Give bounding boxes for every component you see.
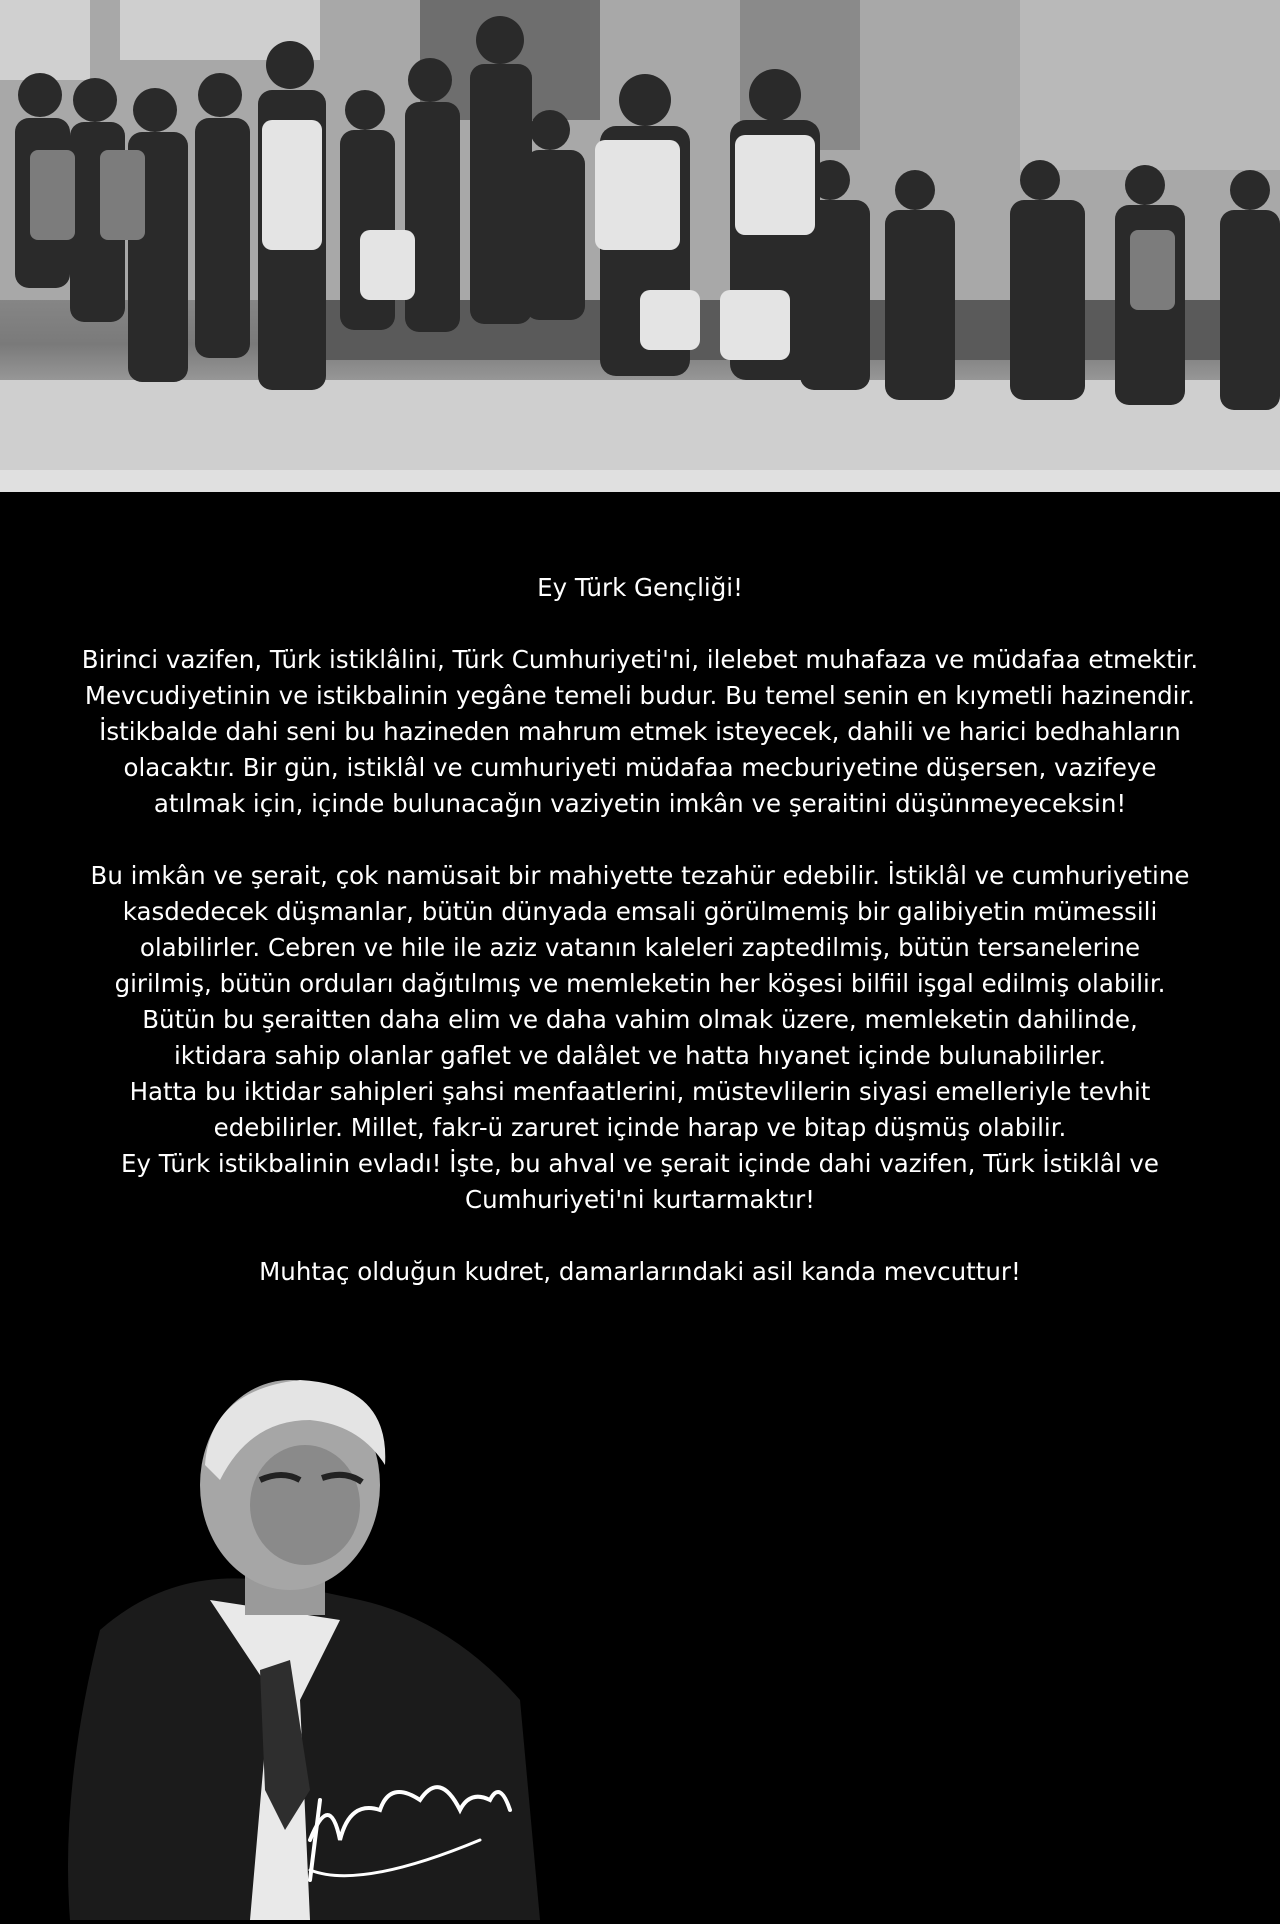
group-photo bbox=[0, 0, 1280, 492]
address-paragraph-2: Bu imkân ve şerait, çok namüsait bir mahiyette tezahür edebilir. İstiklâl ve cumhuriyetine kasdedecek düşmanlar, bütün dünyada emsali görülmemiş bir galibiyetin mümessili olabilirler. Cebren ve hile ile aziz vatanın kaleleri zaptedilmiş, bütün tersanelerine girilmiş, bütün orduları dağıtılmış ve memleketin her köşesi bilfiil işgal edilmiş olabilir. Bütün bu şeraitten daha elim ve daha vahim olmak üzere, memleketin dahilinde, iktidara sahip olanlar gaflet ve dalâlet ve hatta hıyanet içinde bulunabilirler. Hatta bu iktidar sahipleri şahsi menfaatlerini, müstevlilerin siyasi emelleriyle tevhit edebilirler. Millet, fakr-ü zaruret içinde harap ve bitap düşmüş olabilir. Ey Türk istikbalinin evladı! İşte, bu ahval ve şerait içinde dahi vazifen, Türk İstiklâl ve Cumhuriyeti'ni kurtarmaktır! bbox=[90, 861, 1190, 1214]
portrait bbox=[60, 1370, 580, 1920]
portrait-photo-icon bbox=[60, 1370, 580, 1920]
group-photo-icon bbox=[0, 0, 1280, 492]
address-text bbox=[30, 570, 1250, 1326]
address-paragraph-1: Birinci vazifen, Türk istiklâlini, Türk Cumhuriyeti'ni, ilelebet muhafaza ve müdafaa etmektir. Mevcudiyetinin ve istikbalinin yegâne temeli budur. Bu temel senin en kıymetli hazinendir. İstikbalde dahi seni bu hazineden mahrum etmek isteyecek, dahili ve harici bedhahların olacaktır. Bir gün, istiklâl ve cumhuriyeti müdafaa mecburiyetine düşersen, vazifeye atılmak için, içinde bulunacağın vaziyetin imkân ve şeraitini düşünmeyeceksin! bbox=[81, 645, 1199, 818]
address-title: Ey Türk Gençliği! bbox=[537, 573, 743, 602]
address-paragraph-3: Muhtaç olduğun kudret, damarlarındaki asil kanda mevcuttur! bbox=[259, 1257, 1021, 1286]
